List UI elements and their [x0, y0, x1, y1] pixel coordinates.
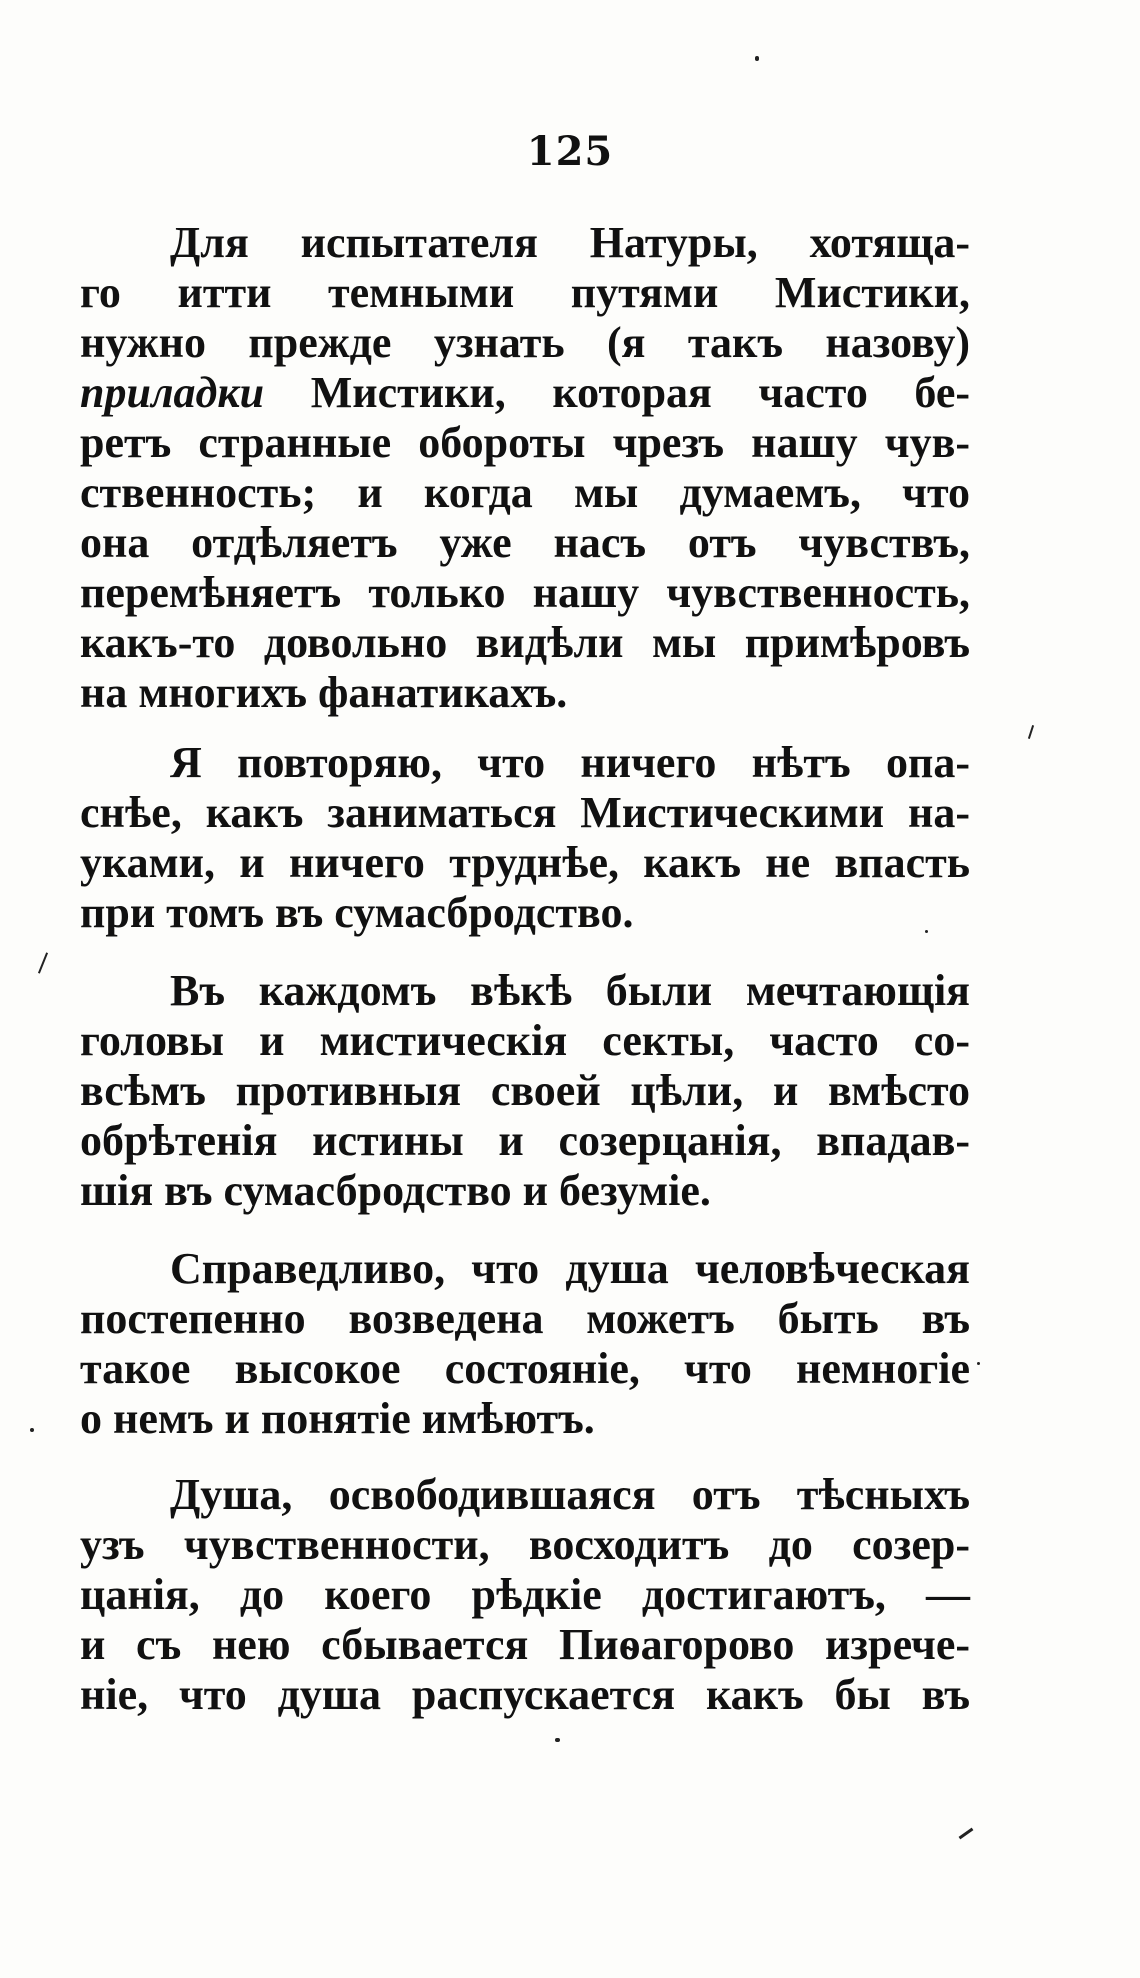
text-line: цанія, до коего рѣдкіе достигаютъ, —: [80, 1570, 970, 1619]
paragraph-4: [80, 1244, 970, 1444]
text-line: уками, и ничего труднѣе, какъ не впасть: [80, 838, 970, 887]
scan-stroke: [959, 1828, 974, 1840]
paragraph-5: [80, 1470, 970, 1720]
text-line: узъ чувственности, восходитъ до созер-: [80, 1520, 970, 1569]
paragraph-2: [80, 738, 970, 938]
scan-speck: [755, 56, 759, 61]
text-line: ственность; и когда мы думаемъ, что: [80, 468, 970, 517]
text-line: шія въ сумасбродство и безуміе.: [80, 1166, 711, 1215]
scan-speck: [30, 1428, 34, 1432]
text-fragment: Мистики, которая часто бе-: [264, 368, 970, 417]
text-line: обрѣтенія истины и созерцанія, впадав-: [80, 1116, 970, 1165]
text-line: постепенно возведена можетъ быть въ: [80, 1294, 970, 1343]
text-line: она отдѣляетъ уже насъ отъ чувствъ,: [80, 518, 970, 567]
scan-speck: [925, 930, 928, 933]
text-line: [80, 368, 970, 418]
scan-speck: [555, 1738, 560, 1742]
text-line: ніе, что душа распускается какъ бы въ: [80, 1670, 970, 1719]
scan-speck: [977, 1362, 980, 1365]
text-line: какъ-то довольно видѣли мы примѣровъ: [80, 618, 970, 667]
text-line: снѣе, какъ заниматься Мистическими на-: [80, 788, 970, 837]
text-line: перемѣняетъ только нашу чувственность,: [80, 568, 970, 617]
text-line: Я повторяю, что ничего нѣтъ опа-: [170, 738, 970, 787]
scan-stroke: [38, 952, 48, 973]
text-line: при томъ въ сумасбродство.: [80, 888, 634, 937]
paragraph-3: [80, 966, 970, 1216]
page-number: 125: [526, 128, 614, 175]
text-line: всѣмъ противныя своей цѣли, и вмѣсто: [80, 1066, 970, 1115]
text-line: и съ нею сбывается Пиѳагорово изрече-: [80, 1620, 970, 1669]
text-line: Для испытателя Натуры, хотяща-: [170, 218, 970, 267]
text-line: Справедливо, что душа человѣческая: [170, 1244, 970, 1293]
text-line: Душа, освободившаяся отъ тѣсныхъ: [170, 1470, 970, 1519]
paragraph-1: [80, 218, 970, 718]
italic-term: приладки: [80, 368, 265, 417]
text-line: ретъ странные обороты чрезъ нашу чув-: [80, 418, 970, 467]
scan-stroke: [1028, 725, 1034, 739]
text-line: го итти темными путями Мистики,: [80, 268, 970, 317]
text-line: Въ каждомъ вѣкѣ были мечтающія: [170, 966, 970, 1015]
text-line: о немъ и понятіе имѣютъ.: [80, 1394, 595, 1443]
text-line: на многихъ фанатикахъ.: [80, 668, 568, 717]
text-line: головы и мистическія секты, часто со-: [80, 1016, 970, 1065]
text-line: такое высокое состояніе, что немногіе: [80, 1344, 970, 1393]
text-line: нужно прежде узнать (я такъ назову): [80, 318, 970, 367]
